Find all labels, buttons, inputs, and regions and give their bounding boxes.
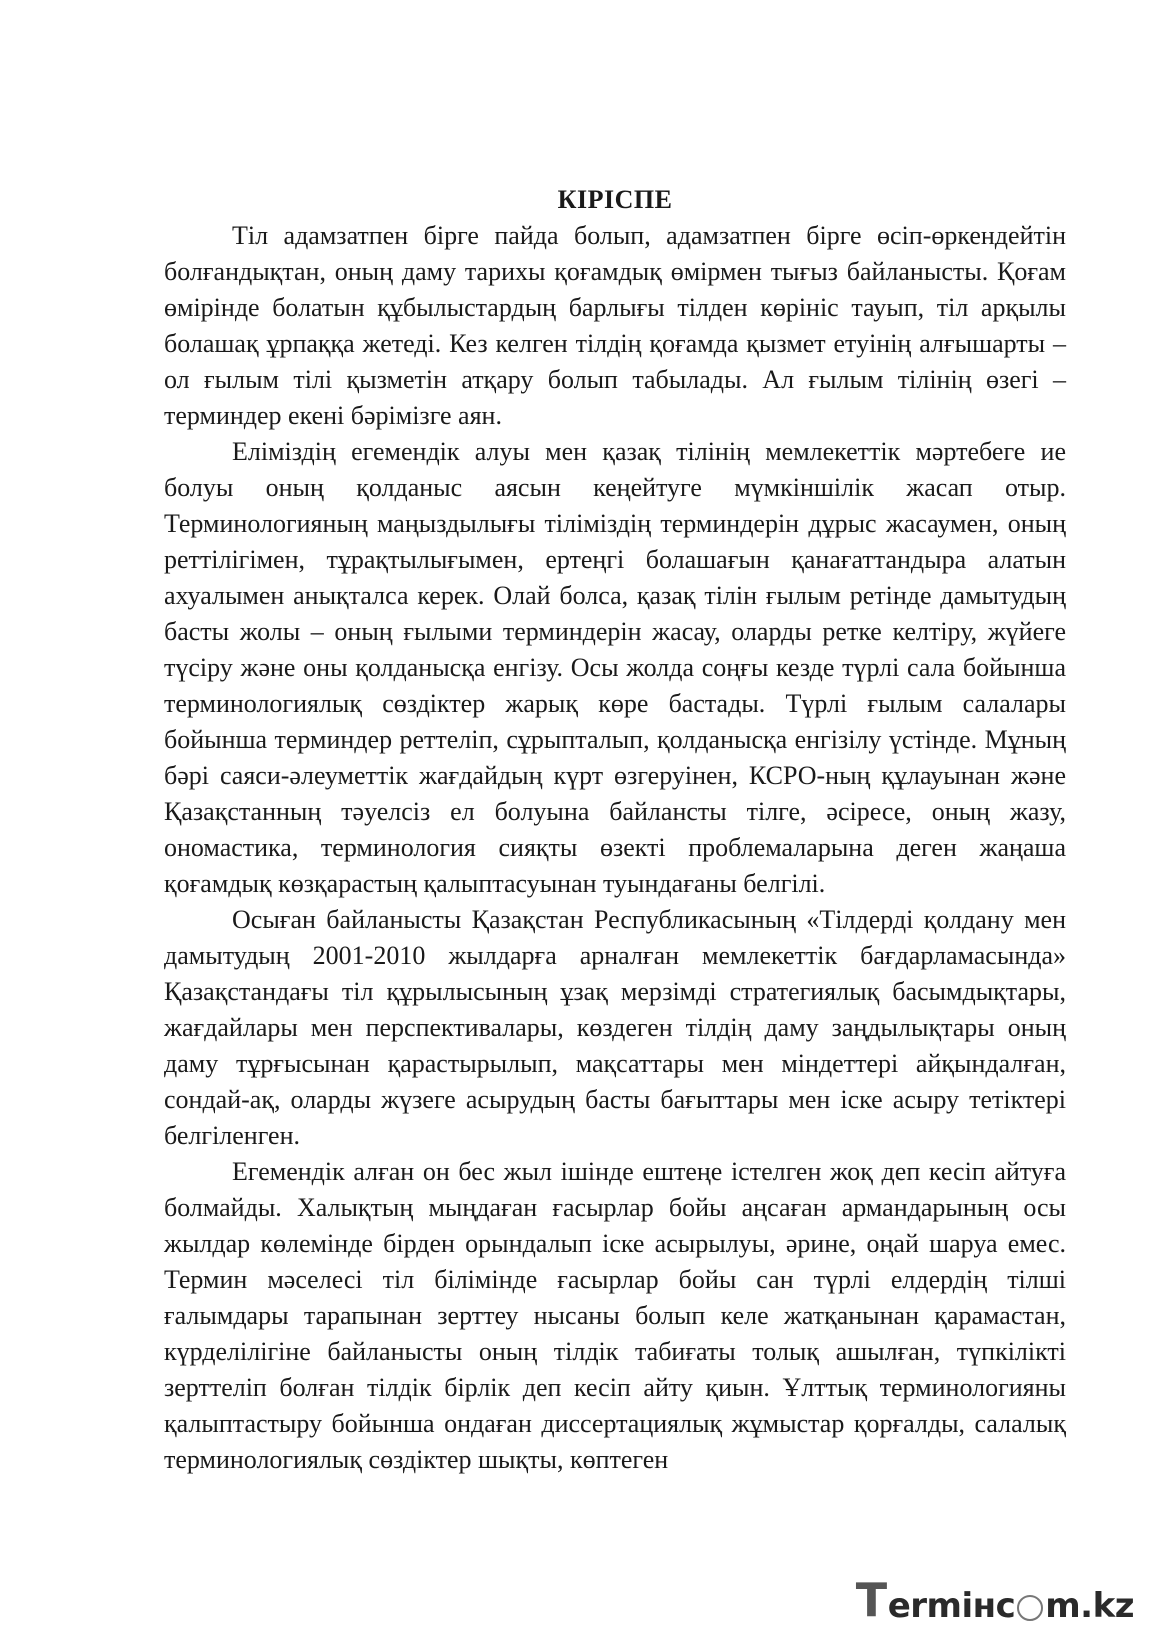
termincom-watermark-logo — [855, 1573, 1134, 1627]
watermark-first-letter: T — [855, 1573, 887, 1627]
watermark-circle-icon — [1017, 1595, 1043, 1621]
paragraph-4: Егемендік алған он бес жыл ішінде ештеңе істелген жоқ деп кесіп айтуға болмайды. Халықтың мыңдаған ғасырлар бойы аңсаған армандарының осы жылдар көлемінде бірден орындалып іске асырылуы, әрине, оңай шаруа емес. Термин мәселесі тіл білімінде ғасырлар бойы сан түрлі елдердің тілші ғалымдары тарапынан зерттеу нысаны болып келе жатқанынан қарамастан, күрделілігіне байланысты оның тілдік табиғаты толық ашылған, түпкілікті зерттеліп болған тілдік бірлік деп кесіп айту қиын. Ұлттық терминологияны қалыптастыру бойынша ондаған диссертациялық жұмыстар қорғалды, салалық терминологиялық сөздіктер шықты, көптеген — [164, 1157, 1066, 1474]
watermark-text-a: ermінс — [887, 1586, 1016, 1626]
page-title: КІРІСПЕ — [557, 185, 673, 214]
watermark-text-b: m.kz — [1045, 1586, 1134, 1626]
paragraph-2: Еліміздің егемендік алуы мен қазақ тілінің мемлекеттік мәртебеге ие болуы оның қолданыс аясын кеңейтуге мүмкіншілік жасап отыр. Терминологияның маңыздылығы тіліміздің терминдерін дұрыс жасаумен, оның реттілігімен, тұрақтылығымен, ертеңгі болашағын қанағаттандыра алатын ахуалымен анықталса керек. Олай болса, қазақ тілін ғылым ретінде дамытудың басты жолы – оның ғылыми терминдерін жасау, оларды ретке келтіру, жүйеге түсіру және оны қолданысқа енгізу. Осы жолда соңғы кезде түрлі сала бойынша терминологиялық сөздіктер жарық көре бастады. Түрлі ғылым салалары бойынша терминдер реттеліп, сұрыпталып, қолданысқа енгізілу үстінде. Мұның бәрі саяси-әлеуметтік жағдайдың күрт өзгеруінен, КСРО-ның құлауынан және Қазақстанның тәуелсіз ел болуына байланcты тілге, әсіресе, оның жазу, ономастика, терминология сияқты өзекті проблемаларына деген жаңаша қоғамдық көзқарастың қалыптасуынан туындағаны белгілі. — [164, 437, 1066, 898]
paragraph-3: Осыған байланысты Қазақстан Республикасының «Тілдерді қолдану мен дамытудың 2001-2010 жылдарға арналған мемлекеттік бағдарламасында» Қазақстандағы тіл құрылысының ұзақ мерзімді стратегиялық басымдықтары, жағдайлары мен перспективалары, көздеген тілдің даму заңдылықтары оның даму тұрғысынан қарастырылып, мақсаттары мен міндеттері айқындалған, сондай-ақ, оларды жүзеге асырудың басты бағыттары мен іске асыру тетіктері белгіленген. — [164, 905, 1066, 1150]
paragraph-1: Тіл адамзатпен бірге пайда болып, адамзатпен бірге өсіп-өркендейтін болғандықтан, оның даму тарихы қоғамдық өмірмен тығыз байланысты. Қоғам өмірінде болатын құбылыстардың барлығы тілден көрініс тауып, тіл арқылы болашақ ұрпаққа жетеді. Кез келген тілдің қоғамда қызмет етуінің алғышарты – ол ғылым тілі қызметін атқару болып табылады. Ал ғылым тілінің өзегі – терминдер екені бәрімізге аян. — [164, 221, 1066, 430]
page-body — [164, 182, 1066, 1478]
